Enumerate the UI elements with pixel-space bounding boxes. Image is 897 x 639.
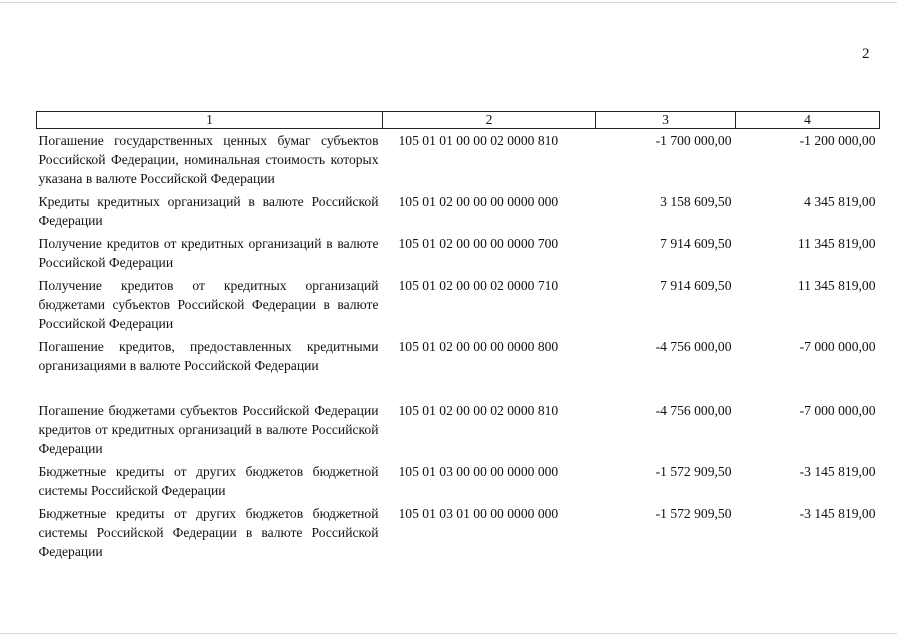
row-name: Погашение бюджетами субъектов Российской Федерации кредитов от кредитных организаций в валюте Российской Федерации xyxy=(38,403,379,456)
row-code: 105 01 02 00 00 02 0000 810 xyxy=(398,403,559,418)
row-code: 105 01 03 01 00 00 0000 000 xyxy=(398,506,559,521)
row-name: Бюджетные кредиты от других бюджетов бюджетной системы Российской Федерации в валюте Российской Федерации xyxy=(38,506,379,559)
row-name: Получение кредитов от кредитных организаций бюджетами субъектов Российской Федерации в валюте Российской Федерации xyxy=(38,278,379,331)
row-value-col3: 7 914 609,50 xyxy=(660,278,732,293)
row-value-col3: -1 700 000,00 xyxy=(655,133,732,148)
row-value-col4: -7 000 000,00 xyxy=(799,403,876,418)
row-value-col4: -3 145 819,00 xyxy=(799,506,876,521)
row-value-col4: 11 345 819,00 xyxy=(797,278,876,293)
row-value-col3: 3 158 609,50 xyxy=(660,194,732,209)
row-value-col3: -4 756 000,00 xyxy=(655,403,732,418)
row-code: 105 01 02 00 00 00 0000 700 xyxy=(398,236,559,251)
row-name: Кредиты кредитных организаций в валюте Российской Федерации xyxy=(38,194,379,228)
row-name: Бюджетные кредиты от других бюджетов бюджетной системы Российской Федерации xyxy=(38,464,379,498)
table-row xyxy=(37,129,880,191)
column-header: 4 xyxy=(736,112,880,129)
row-value-col4: -7 000 000,00 xyxy=(799,339,876,354)
table-row xyxy=(37,190,880,232)
row-value-col4: -3 145 819,00 xyxy=(799,464,876,479)
row-value-col4: -1 200 000,00 xyxy=(799,133,876,148)
row-value-col4: 11 345 819,00 xyxy=(797,236,876,251)
row-code: 105 01 01 00 00 02 0000 810 xyxy=(398,133,559,148)
row-code: 105 01 02 00 00 02 0000 710 xyxy=(398,278,559,293)
column-header: 2 xyxy=(383,112,596,129)
table-row xyxy=(37,335,880,399)
table-row xyxy=(37,399,880,460)
row-value-col3: -1 572 909,50 xyxy=(655,506,732,521)
row-value-col3: -1 572 909,50 xyxy=(655,464,732,479)
column-header: 3 xyxy=(596,112,736,129)
row-code: 105 01 02 00 00 00 0000 000 xyxy=(398,194,559,209)
page-number: 2 xyxy=(862,46,870,62)
row-value-col3: -4 756 000,00 xyxy=(655,339,732,354)
column-header: 1 xyxy=(37,112,383,129)
scan-edge-top xyxy=(0,2,897,3)
row-name: Погашение кредитов, предоставленных кредитными организациями в валюте Российской Федерации xyxy=(38,339,379,373)
table-row xyxy=(37,274,880,335)
row-name: Получение кредитов от кредитных организаций в валюте Российской Федерации xyxy=(38,236,379,270)
row-code: 105 01 02 00 00 00 0000 800 xyxy=(398,339,559,354)
row-value-col3: 7 914 609,50 xyxy=(660,236,732,251)
row-value-col4: 4 345 819,00 xyxy=(804,194,876,209)
row-code: 105 01 03 00 00 00 0000 000 xyxy=(398,464,559,479)
table-row xyxy=(37,460,880,502)
scan-edge-bottom xyxy=(0,633,897,634)
table-header-row xyxy=(37,112,880,129)
budget-table xyxy=(36,111,880,563)
table-row xyxy=(37,502,880,563)
row-name: Погашение государственных ценных бумаг субъектов Российской Федерации, номинальная стоимость которых указана в валюте Российской Федерации xyxy=(38,133,379,186)
table-row xyxy=(37,232,880,274)
